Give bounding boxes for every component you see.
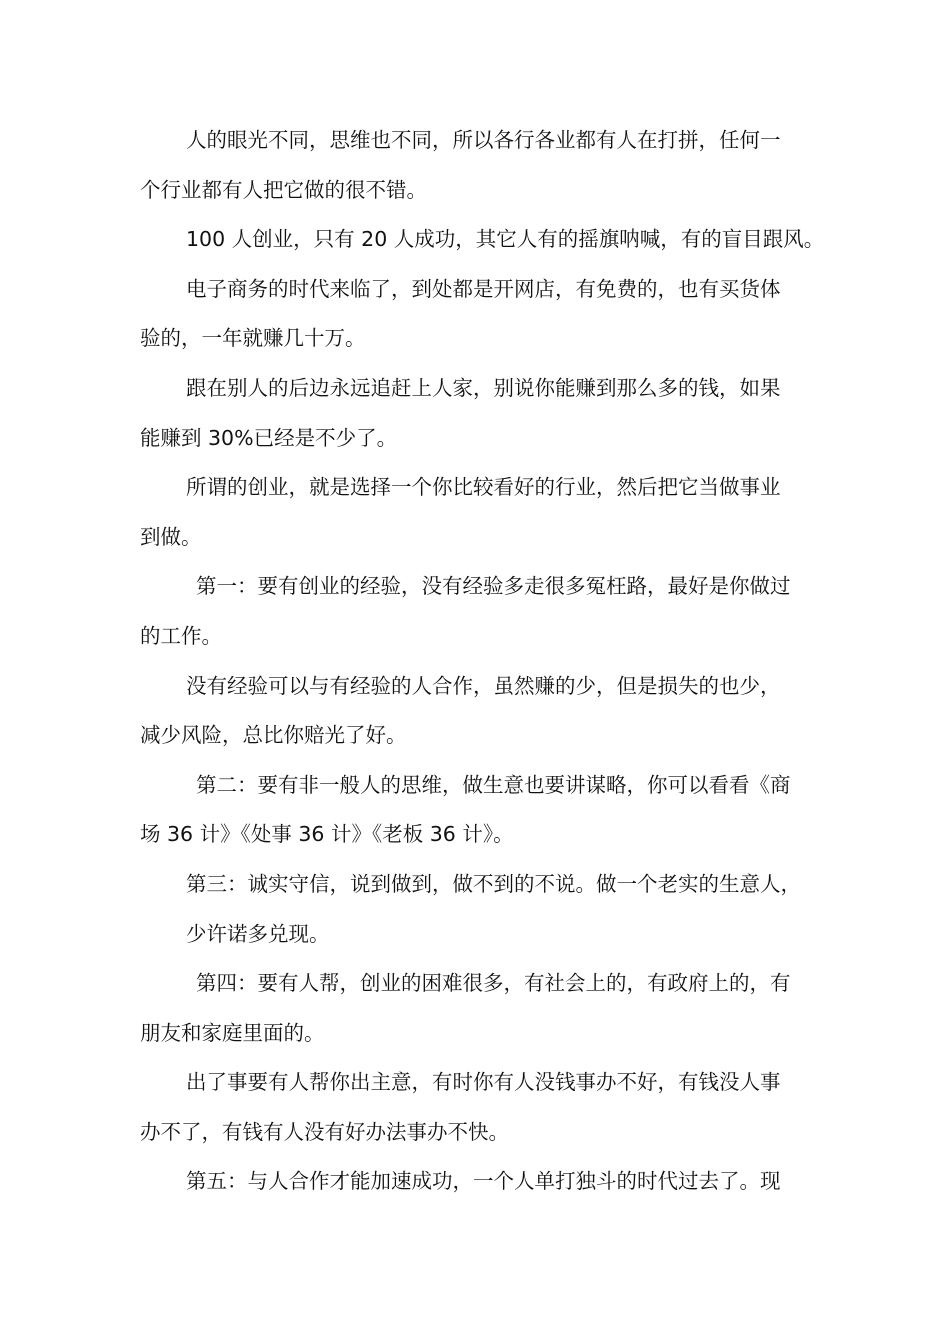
text-line: 朋友和家庭里面的。 bbox=[140, 1020, 325, 1045]
text-line: 跟在别人的后边永远追赶上人家，别说你能赚到那么多的钱，如果 bbox=[186, 375, 781, 400]
text-line: 第一：要有创业的经验，没有经验多走很多冤枉路，最好是你做过 bbox=[196, 574, 791, 599]
text-line: 能赚到 30%已经是不少了。 bbox=[140, 425, 398, 450]
text-line: 个行业都有人把它做的很不错。 bbox=[140, 177, 427, 202]
text-line: 办不了，有钱有人没有好办法事办不快。 bbox=[140, 1119, 509, 1144]
text-line: 第三：诚实守信，说到做到，做不到的不说。做一个老实的生意人， bbox=[186, 871, 801, 896]
text-line: 验的，一年就赚几十万。 bbox=[140, 326, 366, 351]
text-line: 的工作。 bbox=[140, 623, 222, 648]
text-line: 减少风险，总比你赔光了好。 bbox=[140, 723, 407, 748]
text-line: 第五：与人合作才能加速成功，一个人单打独斗的时代过去了。现 bbox=[186, 1169, 781, 1194]
text-line: 少许诺多兑现。 bbox=[186, 921, 330, 946]
text-line: 到做。 bbox=[140, 524, 202, 549]
text-line: 没有经验可以与有经验的人合作，虽然赚的少，但是损失的也少， bbox=[186, 673, 781, 698]
text-line: 100 人创业，只有 20 人成功，其它人有的摇旗呐喊，有的盲目跟风。 bbox=[186, 227, 825, 252]
text-line: 出了事要有人帮你出主意，有时你有人没钱事办不好，有钱没人事 bbox=[186, 1070, 781, 1095]
text-line: 所谓的创业，就是选择一个你比较看好的行业，然后把它当做事业 bbox=[186, 475, 781, 500]
text-line: 人的眼光不同，思维也不同，所以各行各业都有人在打拼，任何一 bbox=[186, 128, 781, 152]
text-line: 第二：要有非一般人的思维，做生意也要讲谋略，你可以看看《商 bbox=[196, 772, 791, 797]
document-page bbox=[140, 116, 825, 1207]
text-line: 场 36 计》《处事 36 计》《老板 36 计》。 bbox=[140, 822, 514, 847]
text-line: 第四：要有人帮，创业的困难很多，有社会上的，有政府上的，有 bbox=[196, 971, 791, 996]
text-line: 电子商务的时代来临了，到处都是开网店，有免费的，也有买货体 bbox=[186, 276, 781, 301]
